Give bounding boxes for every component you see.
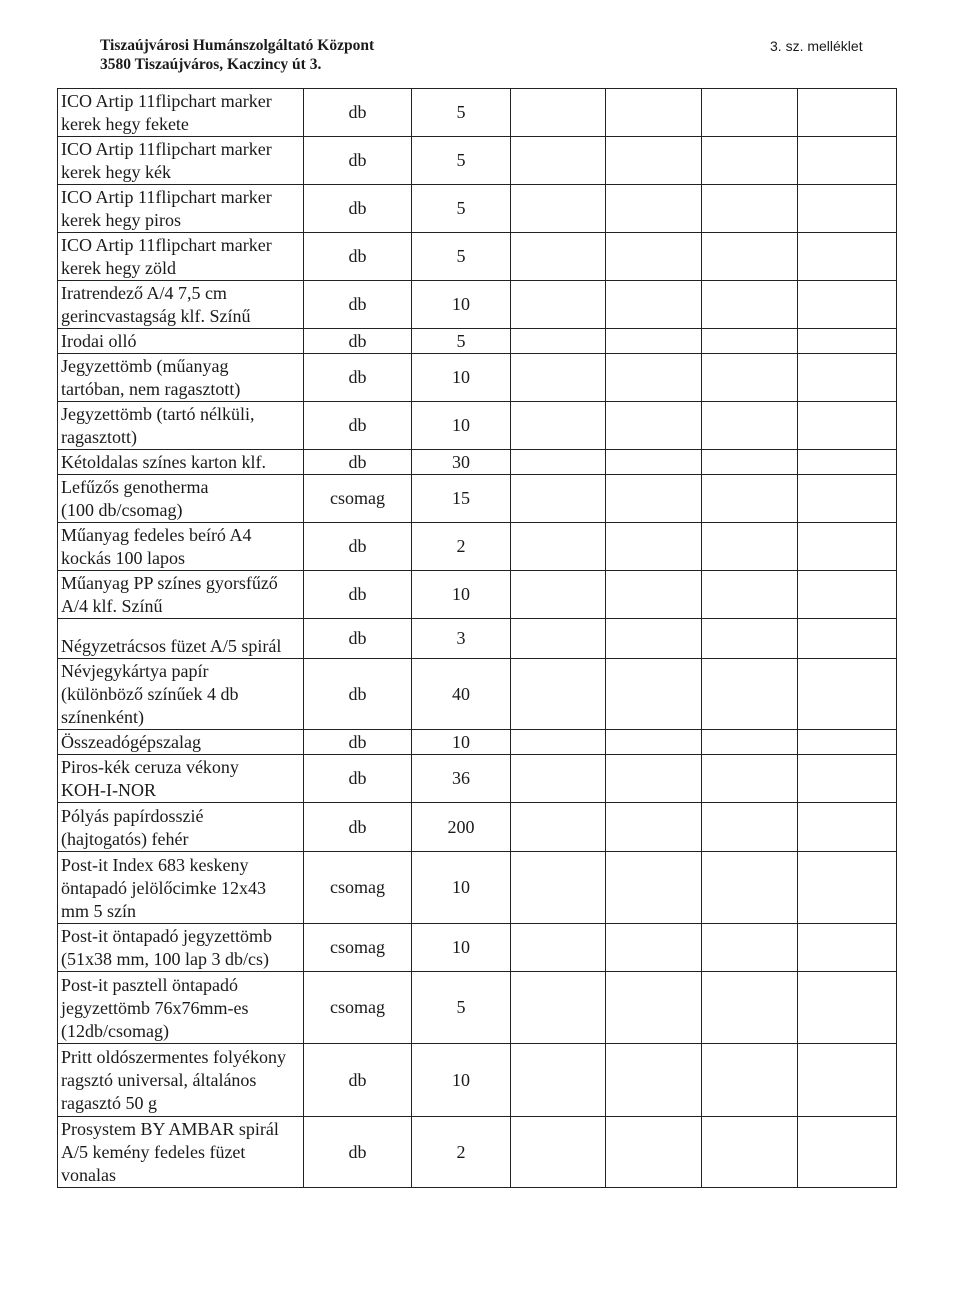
organization-address: 3580 Tiszaújváros, Kaczincy út 3.: [100, 56, 322, 73]
empty-cell: [511, 402, 606, 450]
empty-cell: [702, 523, 798, 571]
empty-cell: [702, 329, 798, 354]
empty-cell: [702, 354, 798, 402]
item-description: Post-it pasztell öntapadó jegyzettömb 76x76mm-es (12db/csomag): [58, 972, 304, 1044]
item-unit: csomag: [304, 924, 412, 972]
item-unit: db: [304, 571, 412, 619]
item-unit: db: [304, 233, 412, 281]
empty-cell: [511, 972, 606, 1044]
empty-cell: [606, 852, 702, 924]
empty-cell: [798, 571, 897, 619]
empty-cell: [702, 233, 798, 281]
empty-cell: [798, 1117, 897, 1188]
table-row: [58, 233, 897, 281]
table-row: [58, 852, 897, 924]
item-unit: db: [304, 354, 412, 402]
empty-cell: [511, 185, 606, 233]
table-row: [58, 659, 897, 730]
item-description: ICO Artip 11flipchart marker kerek hegy fekete: [58, 89, 304, 137]
item-description: Műanyag PP színes gyorsfűző A/4 klf. Színű: [58, 571, 304, 619]
table-row: [58, 755, 897, 803]
item-description: ICO Artip 11flipchart marker kerek hegy piros: [58, 185, 304, 233]
empty-cell: [606, 329, 702, 354]
empty-cell: [511, 475, 606, 523]
table-row: [58, 329, 897, 354]
item-description: Post-it Index 683 keskeny öntapadó jelölőcimke 12x43 mm 5 szín: [58, 852, 304, 924]
empty-cell: [606, 972, 702, 1044]
item-unit: csomag: [304, 475, 412, 523]
table-row: [58, 972, 897, 1044]
empty-cell: [606, 755, 702, 803]
empty-cell: [511, 281, 606, 329]
empty-cell: [511, 755, 606, 803]
empty-cell: [702, 1117, 798, 1188]
table-row: [58, 185, 897, 233]
empty-cell: [702, 619, 798, 659]
empty-cell: [606, 1044, 702, 1117]
empty-cell: [798, 730, 897, 755]
item-unit: db: [304, 803, 412, 852]
empty-cell: [511, 803, 606, 852]
empty-cell: [798, 402, 897, 450]
empty-cell: [702, 571, 798, 619]
item-quantity: 30: [412, 450, 511, 475]
empty-cell: [702, 972, 798, 1044]
item-quantity: 10: [412, 1044, 511, 1117]
empty-cell: [606, 803, 702, 852]
empty-cell: [511, 659, 606, 730]
empty-cell: [798, 450, 897, 475]
empty-cell: [798, 659, 897, 730]
empty-cell: [798, 185, 897, 233]
empty-cell: [702, 730, 798, 755]
item-unit: db: [304, 619, 412, 659]
empty-cell: [702, 803, 798, 852]
empty-cell: [702, 1044, 798, 1117]
organization-name: Tiszaújvárosi Humánszolgáltató Központ: [100, 37, 375, 54]
empty-cell: [702, 281, 798, 329]
table-row: [58, 730, 897, 755]
empty-cell: [798, 137, 897, 185]
item-unit: csomag: [304, 972, 412, 1044]
empty-cell: [606, 1117, 702, 1188]
empty-cell: [511, 523, 606, 571]
item-unit: db: [304, 402, 412, 450]
table-row: [58, 402, 897, 450]
item-unit: db: [304, 755, 412, 803]
empty-cell: [798, 89, 897, 137]
empty-cell: [798, 354, 897, 402]
empty-cell: [606, 185, 702, 233]
empty-cell: [798, 475, 897, 523]
table-row: [58, 924, 897, 972]
empty-cell: [511, 730, 606, 755]
item-description: ICO Artip 11flipchart marker kerek hegy zöld: [58, 233, 304, 281]
item-unit: csomag: [304, 852, 412, 924]
empty-cell: [702, 924, 798, 972]
table-row: [58, 354, 897, 402]
item-description: Piros-kék ceruza vékony KOH-I-NOR: [58, 755, 304, 803]
item-unit: db: [304, 450, 412, 475]
item-quantity: 10: [412, 402, 511, 450]
table-row: [58, 1044, 897, 1117]
empty-cell: [511, 924, 606, 972]
empty-cell: [606, 523, 702, 571]
empty-cell: [606, 571, 702, 619]
empty-cell: [511, 1044, 606, 1117]
item-description: Pritt oldószermentes folyékony ragsztó universal, általános ragasztó 50 g: [58, 1044, 304, 1117]
empty-cell: [606, 924, 702, 972]
supplies-table: [57, 88, 897, 1188]
attachment-label: 3. sz. melléklet: [770, 38, 863, 54]
item-quantity: 10: [412, 281, 511, 329]
item-quantity: 5: [412, 89, 511, 137]
empty-cell: [702, 659, 798, 730]
table-row: [58, 89, 897, 137]
empty-cell: [702, 89, 798, 137]
empty-cell: [606, 475, 702, 523]
empty-cell: [702, 475, 798, 523]
empty-cell: [606, 659, 702, 730]
item-description: Pólyás papírdosszié (hajtogatós) fehér: [58, 803, 304, 852]
item-quantity: 5: [412, 137, 511, 185]
item-quantity: 3: [412, 619, 511, 659]
item-description: Jegyzettömb (műanyag tartóban, nem ragasztott): [58, 354, 304, 402]
empty-cell: [511, 852, 606, 924]
document-header: [100, 36, 374, 74]
item-unit: db: [304, 659, 412, 730]
item-unit: db: [304, 1117, 412, 1188]
empty-cell: [511, 233, 606, 281]
item-quantity: 5: [412, 972, 511, 1044]
empty-cell: [798, 972, 897, 1044]
table-row: [58, 523, 897, 571]
item-quantity: 15: [412, 475, 511, 523]
empty-cell: [511, 89, 606, 137]
item-description: Összeadógépszalag: [58, 730, 304, 755]
empty-cell: [702, 402, 798, 450]
empty-cell: [606, 450, 702, 475]
empty-cell: [798, 755, 897, 803]
item-quantity: 5: [412, 185, 511, 233]
empty-cell: [606, 89, 702, 137]
empty-cell: [511, 329, 606, 354]
item-quantity: 10: [412, 571, 511, 619]
table-row: [58, 475, 897, 523]
empty-cell: [798, 852, 897, 924]
item-quantity: 40: [412, 659, 511, 730]
item-unit: db: [304, 523, 412, 571]
item-description: Jegyzettömb (tartó nélküli, ragasztott): [58, 402, 304, 450]
empty-cell: [702, 852, 798, 924]
empty-cell: [798, 1044, 897, 1117]
empty-cell: [798, 329, 897, 354]
empty-cell: [702, 755, 798, 803]
empty-cell: [702, 450, 798, 475]
item-description: Kétoldalas színes karton klf.: [58, 450, 304, 475]
item-description: Irodai olló: [58, 329, 304, 354]
item-unit: db: [304, 730, 412, 755]
table-row: [58, 619, 897, 659]
empty-cell: [702, 185, 798, 233]
item-description: Iratrendező A/4 7,5 cm gerincvastagság klf. Színű: [58, 281, 304, 329]
table-row: [58, 571, 897, 619]
item-quantity: 36: [412, 755, 511, 803]
item-description: ICO Artip 11flipchart marker kerek hegy kék: [58, 137, 304, 185]
empty-cell: [798, 281, 897, 329]
empty-cell: [798, 233, 897, 281]
item-quantity: 2: [412, 1117, 511, 1188]
empty-cell: [511, 450, 606, 475]
item-unit: db: [304, 1044, 412, 1117]
empty-cell: [511, 619, 606, 659]
table-row: [58, 803, 897, 852]
item-quantity: 10: [412, 852, 511, 924]
empty-cell: [798, 523, 897, 571]
empty-cell: [511, 1117, 606, 1188]
item-description: Lefűzős genotherma (100 db/csomag): [58, 475, 304, 523]
table-row: [58, 281, 897, 329]
empty-cell: [606, 354, 702, 402]
empty-cell: [511, 571, 606, 619]
item-description: Névjegykártya papír (különböző színűek 4 db színenként): [58, 659, 304, 730]
item-unit: db: [304, 89, 412, 137]
empty-cell: [798, 803, 897, 852]
item-quantity: 5: [412, 329, 511, 354]
item-unit: db: [304, 137, 412, 185]
empty-cell: [606, 281, 702, 329]
empty-cell: [606, 233, 702, 281]
empty-cell: [511, 137, 606, 185]
empty-cell: [702, 137, 798, 185]
item-quantity: 2: [412, 523, 511, 571]
empty-cell: [606, 137, 702, 185]
item-quantity: 10: [412, 924, 511, 972]
item-unit: db: [304, 329, 412, 354]
item-unit: db: [304, 185, 412, 233]
item-quantity: 10: [412, 354, 511, 402]
item-description: Post-it öntapadó jegyzettömb (51x38 mm, 100 lap 3 db/cs): [58, 924, 304, 972]
empty-cell: [606, 619, 702, 659]
empty-cell: [606, 402, 702, 450]
empty-cell: [798, 924, 897, 972]
empty-cell: [798, 619, 897, 659]
table-row: [58, 450, 897, 475]
item-description: Műanyag fedeles beíró A4 kockás 100 lapos: [58, 523, 304, 571]
table-row: [58, 137, 897, 185]
item-quantity: 5: [412, 233, 511, 281]
item-description: Prosystem BY AMBAR spirál A/5 kemény fedeles füzet vonalas: [58, 1117, 304, 1188]
empty-cell: [511, 354, 606, 402]
item-quantity: 200: [412, 803, 511, 852]
empty-cell: [606, 730, 702, 755]
item-quantity: 10: [412, 730, 511, 755]
table-row: [58, 1117, 897, 1188]
item-unit: db: [304, 281, 412, 329]
item-description: Négyzetrácsos füzet A/5 spirál: [58, 619, 304, 659]
